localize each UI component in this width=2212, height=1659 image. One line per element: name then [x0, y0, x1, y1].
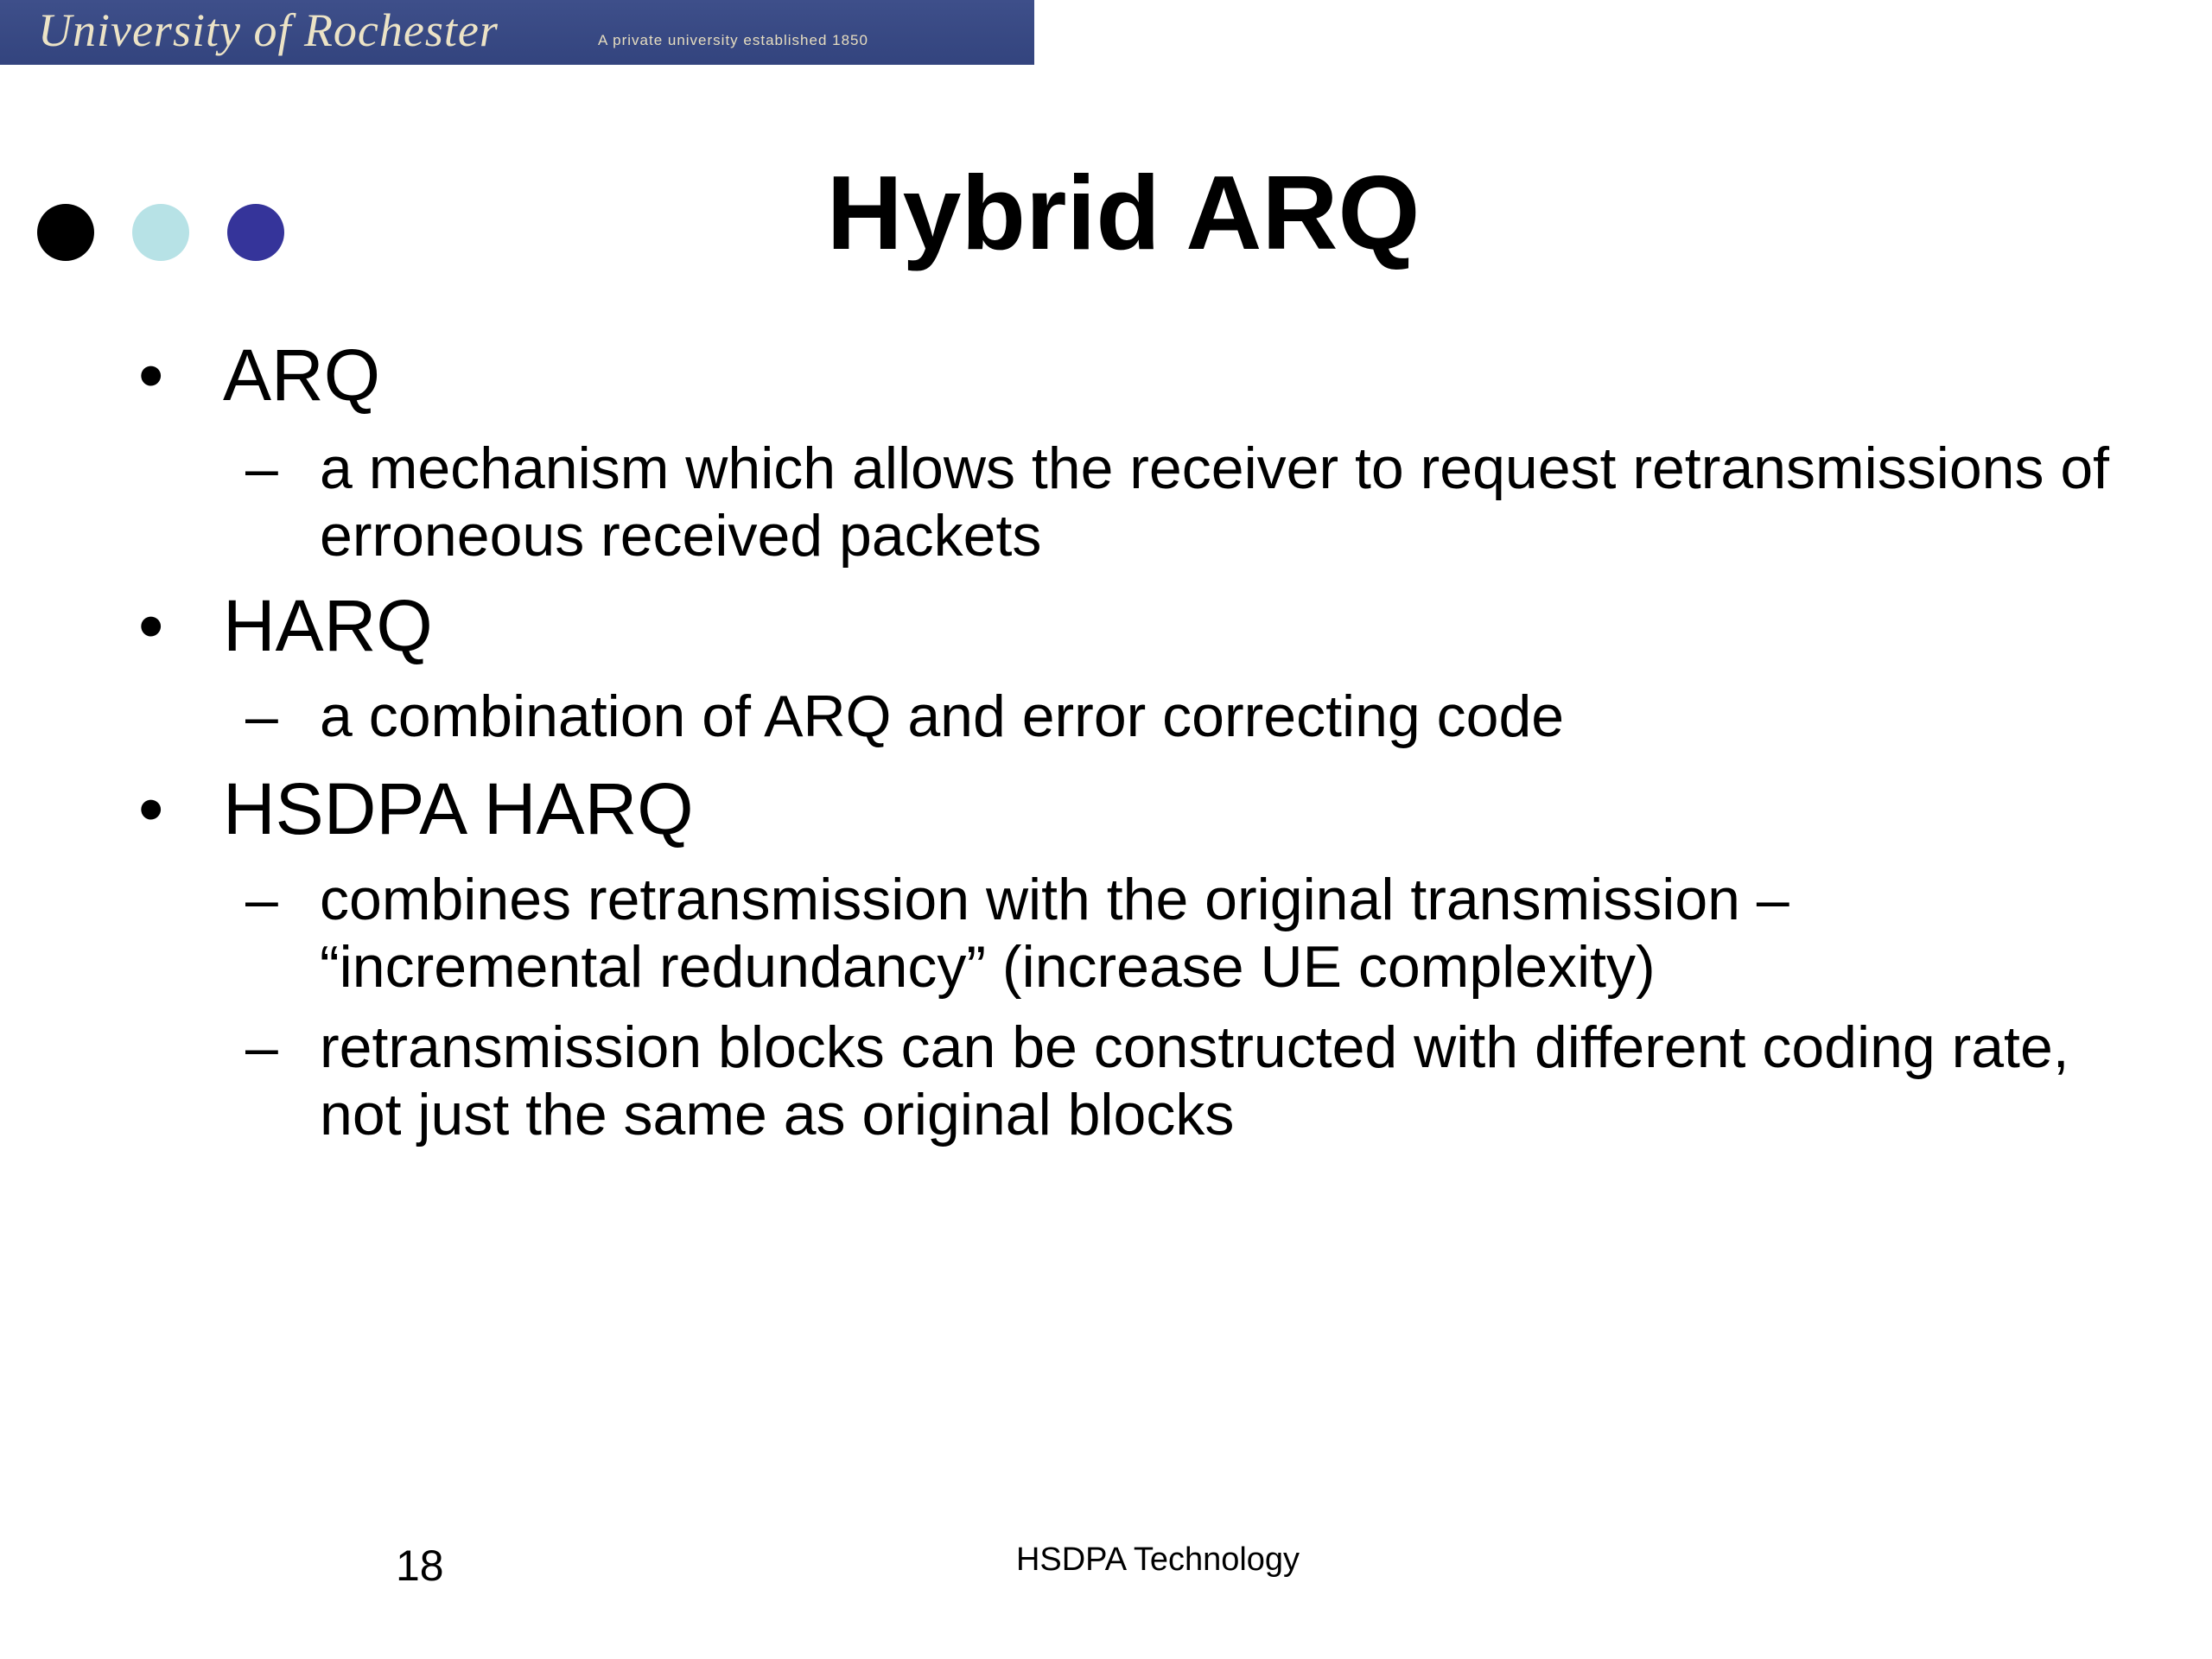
subitem-text: a combination of ARQ and error correcting code: [320, 683, 1565, 749]
slide-number: 18: [396, 1541, 444, 1590]
bullet-text: HSDPA HARQ: [223, 768, 694, 849]
subitem-text: retransmission blocks can be constructed with different coding rate, not just the same as original blocks: [320, 1014, 2069, 1147]
slide-title: Hybrid ARQ: [826, 154, 1421, 271]
dot-black-icon: [37, 204, 94, 261]
bullet-marker: •: [138, 585, 164, 666]
subitem-marker: –: [245, 435, 278, 501]
bullet-marker: •: [138, 334, 164, 416]
footer-text: HSDPA Technology: [1015, 1541, 1300, 1578]
dot-dark-blue-icon: [227, 204, 284, 261]
subitem-text: a mechanism which allows the receiver to request retransmissions of erroneous received packets: [320, 435, 2110, 569]
university-banner: [0, 0, 1034, 65]
subitem-text: combines retransmission with the original transmission – “incremental redundancy” (increase UE complexity): [320, 867, 1789, 1000]
bullet-marker: •: [138, 768, 164, 849]
subitem-marker: –: [245, 683, 278, 749]
university-name: University of Rochester: [38, 4, 499, 56]
university-tagline: A private university established 1850: [598, 32, 868, 48]
bullet-text: HARQ: [223, 585, 433, 666]
dot-light-blue-icon: [132, 204, 189, 261]
subitem-marker: –: [245, 867, 278, 932]
bullet-text: ARQ: [223, 334, 381, 416]
subitem-marker: –: [245, 1014, 278, 1080]
